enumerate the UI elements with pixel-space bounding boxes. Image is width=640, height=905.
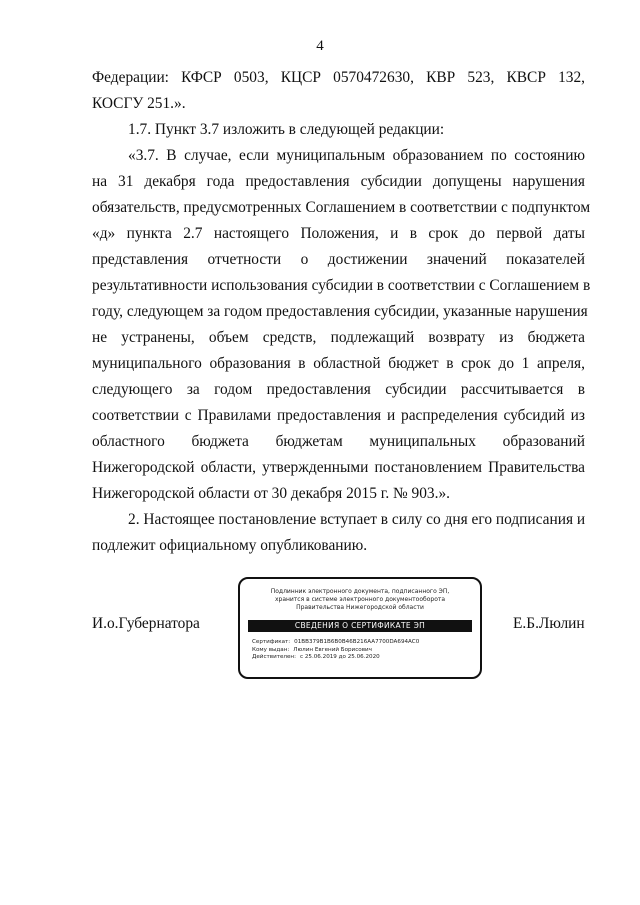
text-line: областного бюджета бюджетам муниципальных образований [92, 433, 585, 450]
e-signature-stamp [238, 577, 482, 679]
text-line: КОСГУ 251.». [92, 95, 186, 112]
text-line: Федерации: КФСР 0503, КЦСР 0570472630, КВР 523, КВСР 132, [92, 69, 585, 86]
text-line: «д» пункта 2.7 настоящего Положения, и в срок до первой даты [92, 225, 585, 242]
signatory-name: Е.Б.Люлин [513, 615, 585, 632]
signatory-position: И.о.Губернатора [92, 615, 200, 632]
stamp-header [240, 588, 480, 612]
page-number: 4 [316, 38, 324, 54]
text-line: не устранены, объем средств, подлежащий возврату из бюджета [92, 329, 585, 346]
stamp-certificate-label: Сертификат: [252, 639, 291, 645]
text-line: подлежит официальному опубликованию. [92, 537, 368, 554]
stamp-header-line: хранится в системе электронного документооборота [274, 596, 446, 603]
text-line: году, следующем за годом предоставления субсидии, указанные нарушения [92, 303, 588, 320]
text-line: на 31 декабря года предоставления субсидии допущены нарушения [92, 173, 585, 190]
text-line: Нижегородской области, утвержденными постановлением Правительства [92, 459, 585, 476]
stamp-header-line: Правительства Нижегородской области [296, 604, 424, 611]
stamp-details [252, 639, 472, 662]
stamp-valid-row [252, 654, 472, 662]
stamp-certificate-row [252, 639, 472, 647]
text-line: «3.7. В случае, если муниципальным образованием по состоянию [128, 147, 585, 164]
stamp-issued-to-row [252, 647, 472, 655]
stamp-certificate-value: 01BB379B1B6B0B46B216AA7700DA694AC0 [294, 639, 420, 645]
text-line: 1.7. Пункт 3.7 изложить в следующей редакции: [128, 121, 445, 138]
stamp-valid-value: с 25.06.2019 до 25.06.2020 [299, 654, 380, 660]
text-line: результативности использования субсидии в соответствии с Соглашением в [92, 277, 591, 294]
text-line: муниципального образования в областной бюджет в срок до 1 апреля, [92, 355, 585, 372]
text-line: 2. Настоящее постановление вступает в силу со дня его подписания и [128, 511, 586, 528]
text-line: обязательств, предусмотренных Соглашением в соответствии с подпунктом [92, 199, 591, 216]
stamp-issued-to-value: Люлин Евгений Борисович [293, 646, 372, 653]
text-line: представления отчетности о достижении значений показателей [92, 251, 585, 268]
text-line: соответствии с Правилами предоставления и распределения субсидий из [92, 407, 585, 424]
stamp-header-line: Подлинник электронного документа, подписанного ЭП, [270, 588, 450, 595]
text-line: следующего за годом предоставления субсидии рассчитывается в [92, 381, 585, 398]
stamp-valid-label: Действителен: [252, 654, 296, 660]
stamp-title-bar: СВЕДЕНИЯ О СЕРТИФИКАТЕ ЭП [248, 620, 472, 632]
text-line: Нижегородской области от 30 декабря 2015 г. № 903.». [92, 485, 451, 502]
stamp-issued-to-label: Кому выдан: [252, 646, 290, 653]
